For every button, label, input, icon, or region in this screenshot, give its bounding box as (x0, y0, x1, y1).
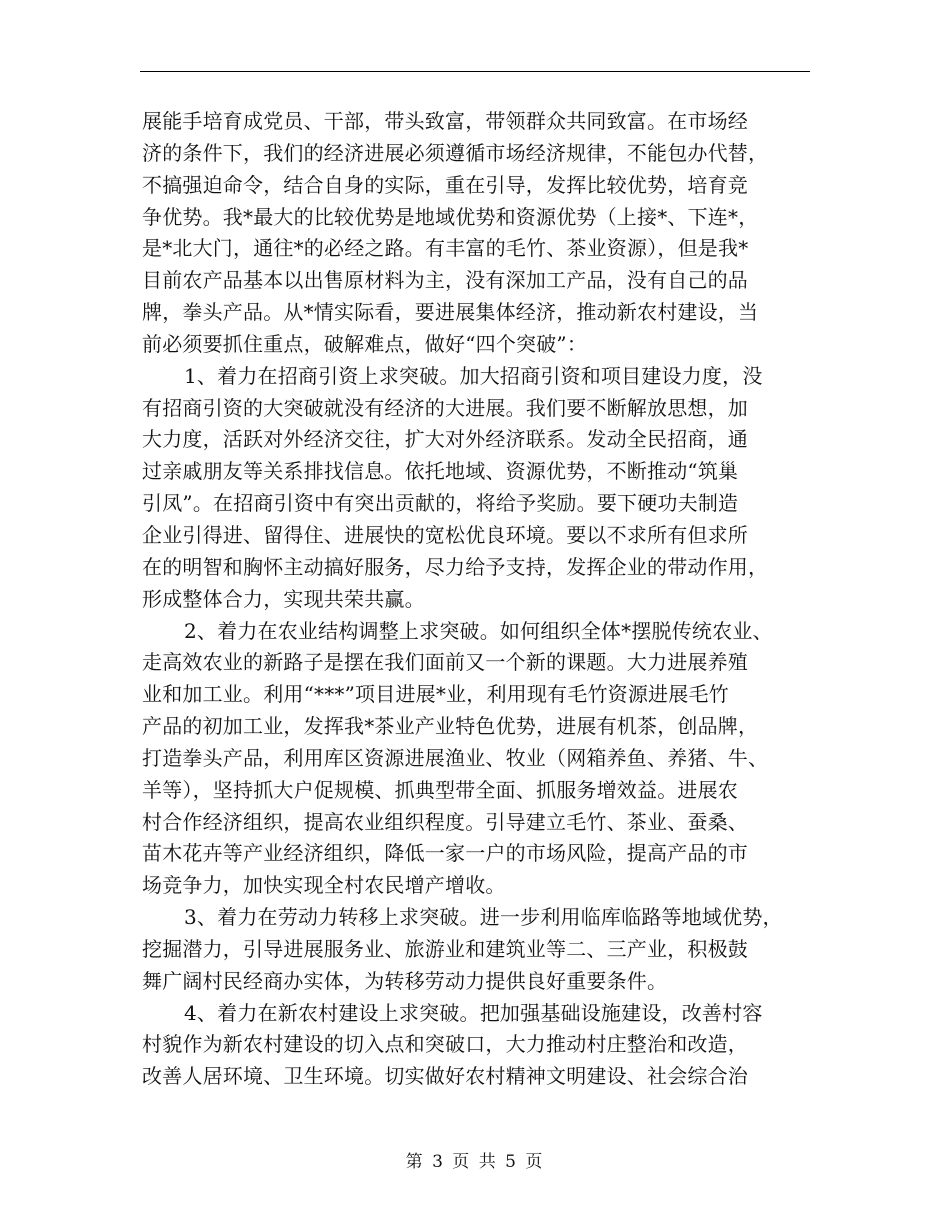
text-line: 形成整体合力，实现共荣共赢。 (142, 586, 425, 611)
text-line: 有招商引资的大突破就没有经济的大进展。我们要不断解放思想，加 (142, 395, 748, 420)
text-line: 场竞争力，加快实现全村农民增产增收。 (142, 873, 506, 898)
text-line: 展能手培育成党员、干部，带头致富，带领群众共同致富。在市场经 (142, 109, 748, 133)
text-line: 引凤”。在招商引资中有突出贡献的，将给予奖励。要下硬功夫制造 (142, 491, 739, 516)
text-line: 不搞强迫命令，结合自身的实际，重在引导，发挥比较优势，培育竞 (142, 172, 748, 197)
paragraph-first-line: 4、着力在新农村建设上求突破。把加强基础设施建设，改善村容 (184, 1000, 763, 1025)
text-line: 羊等），坚持抓大户促规模、抓典型带全面、抓服务增效益。进展农 (142, 777, 738, 802)
text-line: 走高效农业的新路子是摆在我们面前又一个新的课题。大力进展养殖 (142, 650, 748, 675)
text-line: 是*北大门，通往*的必经之路。有丰富的毛竹、茶业资源），但是我* (142, 236, 749, 261)
text-line: 业和加工业。利用“***”项目进展*业，利用现有毛竹资源进展毛竹 (142, 682, 729, 707)
text-line: 牌，拳头产品。从*情实际看，要进展集体经济，推动新农村建设，当 (142, 300, 759, 325)
text-line: 产品的初加工业，发挥我*茶业产业特色优势，进展有机茶，创品牌， (142, 714, 759, 739)
text-line: 挖掘潜力，引导进展服务业、旅游业和建筑业等二、三产业，积极鼓 (142, 936, 748, 961)
text-line: 过亲戚朋友等关系排找信息。依托地域、资源优势，不断推动“筑巢 (142, 459, 739, 484)
text-line: 前必须要抓住重点，破解难点，做好“四个突破”： (142, 331, 588, 356)
text-line: 村合作经济组织，提高农业组织程度。引导建立毛竹、茶业、蚕桑、 (142, 809, 748, 834)
text-line: 改善人居环境、卫生环境。切实做好农村精神文明建设、社会综合治 (142, 1064, 748, 1089)
text-line: 苗木花卉等产业经济组织，降低一家一户的市场风险，提高产品的市 (142, 841, 748, 866)
text-line: 在的明智和胸怀主动搞好服务，尽力给予支持，发挥企业的带动作用， (142, 554, 769, 579)
text-line: 目前农产品基本以出售原材料为主，没有深加工产品，没有自己的品 (142, 268, 748, 293)
text-line: 大力度，活跃对外经济交往，扩大对外经济联系。发动全民招商，通 (142, 427, 748, 452)
paragraph-first-line: 3、着力在劳动力转移上求突破。进一步利用临库临路等地域优势， (184, 905, 783, 930)
text-line: 争优势。我*最大的比较优势是地域优势和资源优势（上接*、下连*， (142, 204, 759, 229)
header-rule (140, 71, 810, 72)
document-body (142, 106, 810, 1093)
paragraph-first-line: 1、着力在招商引资上求突破。加大招商引资和项目建设力度，没 (184, 363, 763, 388)
text-line: 村貌作为新农村建设的切入点和突破口，大力推动村庄整治和改造， (142, 1032, 748, 1057)
text-line: 打造拳头产品，利用库区资源进展渔业、牧业（网箱养鱼、养猪、牛、 (142, 745, 769, 770)
paragraph-first-line: 2、着力在农业结构调整上求突破。如何组织全体*摆脱传统农业、 (184, 618, 773, 643)
text-line: 舞广阔村民经商办实体，为转移劳动力提供良好重要条件。 (142, 968, 668, 993)
text-line: 企业引得进、留得住、进展快的宽松优良环境。要以不求所有但求所 (142, 522, 748, 547)
text-line: 济的条件下，我们的经济进展必须遵循市场经济规律，不能包办代替， (142, 140, 769, 165)
page-number-footer: 第 3 页 共 5 页 (405, 1152, 545, 1172)
